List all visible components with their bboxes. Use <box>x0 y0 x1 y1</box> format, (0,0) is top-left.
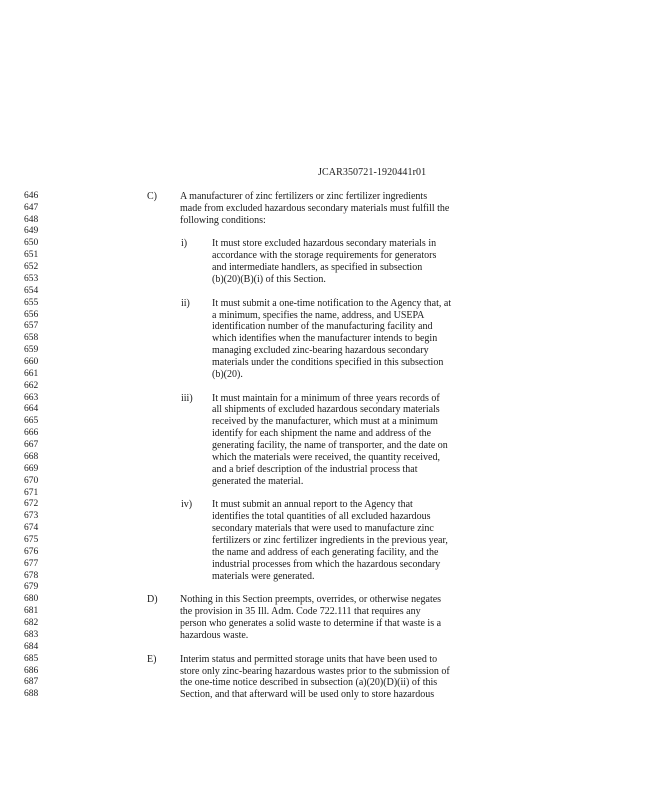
line-number: 661 <box>24 369 39 379</box>
subparagraph-text-line: received by the manufacturer, which must at a minimum <box>212 416 438 427</box>
subparagraph-text-line: It must maintain for a minimum of three years records of <box>212 393 440 404</box>
subparagraph-text-line: identification number of the manufacturing facility and <box>212 321 433 332</box>
subparagraph-marker: ii) <box>181 298 190 309</box>
subparagraph-text-line: industrial processes from which the hazardous secondary <box>212 559 441 570</box>
paragraph-text-line: the provision in 35 Ill. Adm. Code 722.111 that requires any <box>180 606 421 617</box>
line-number: 662 <box>24 381 39 391</box>
line-number: 657 <box>24 321 39 331</box>
line-number: 685 <box>24 654 39 664</box>
line-number: 654 <box>24 286 39 296</box>
subparagraph-text-line: (b)(20). <box>212 369 243 380</box>
subparagraph-text-line: generated the material. <box>212 476 304 487</box>
subparagraph-text-line: accordance with the storage requirements for generators <box>212 250 437 261</box>
subparagraph-text-line: which identifies when the manufacturer intends to begin <box>212 333 438 344</box>
line-number: 684 <box>24 642 39 652</box>
line-number: 676 <box>24 547 39 557</box>
line-number: 652 <box>24 262 39 272</box>
line-number: 677 <box>24 559 39 569</box>
line-number: 668 <box>24 452 39 462</box>
document-code-header: JCAR350721-1920441r01 <box>318 167 427 178</box>
line-number: 669 <box>24 464 39 474</box>
line-number: 688 <box>24 689 39 699</box>
subparagraph-text-line: generating facility, the name of transporter, and the date on <box>212 440 448 451</box>
subparagraph-text-line: identifies the total quantities of all excluded hazardous <box>212 511 431 522</box>
line-number: 658 <box>24 333 39 343</box>
subparagraph-text-line: It must submit an annual report to the Agency that <box>212 499 413 510</box>
line-number: 659 <box>24 345 39 355</box>
line-number: 650 <box>24 238 39 248</box>
line-number: 673 <box>24 511 39 521</box>
line-number: 686 <box>24 666 39 676</box>
line-number: 678 <box>24 571 39 581</box>
line-number: 683 <box>24 630 39 640</box>
subparagraph-text-line: which the materials were received, the quantity received, <box>212 452 440 463</box>
line-number: 675 <box>24 535 39 545</box>
subparagraph-text-line: a minimum, specifies the name, address, and USEPA <box>212 310 425 321</box>
line-number: 648 <box>24 215 39 225</box>
paragraph-marker: C) <box>147 191 157 202</box>
line-number: 660 <box>24 357 39 367</box>
line-number: 666 <box>24 428 39 438</box>
subparagraph-text-line: materials under the conditions specified in this subsection <box>212 357 444 368</box>
subparagraph-text-line: It must submit a one-time notification to the Agency that, at <box>212 298 452 309</box>
paragraph-text-line: the one-time notice described in subsection (a)(20)(D)(ii) of this <box>180 677 438 688</box>
subparagraph-marker: iv) <box>181 499 193 510</box>
line-number: 679 <box>24 582 39 592</box>
line-number: 651 <box>24 250 39 260</box>
subparagraph-text-line: managing excluded zinc-bearing hazardous secondary <box>212 345 429 356</box>
subparagraph-text-line: It must store excluded hazardous secondary materials in <box>212 238 437 249</box>
subparagraph-text-line: fertilizers or zinc fertilizer ingredients in the previous year, <box>212 535 448 546</box>
paragraph-text-line: following conditions: <box>180 215 266 226</box>
paragraph-text-line: store only zinc-bearing hazardous wastes prior to the submission of <box>180 666 450 677</box>
line-number: 681 <box>24 606 39 616</box>
line-number: 653 <box>24 274 39 284</box>
line-number: 682 <box>24 618 39 628</box>
paragraph-marker: D) <box>147 594 158 605</box>
line-number: 649 <box>24 226 39 236</box>
paragraph-text-line: Interim status and permitted storage units that have been used to <box>180 654 438 665</box>
line-number: 656 <box>24 310 39 320</box>
line-number: 663 <box>24 393 39 403</box>
subparagraph-text-line: secondary materials that were used to manufacture zinc <box>212 523 434 534</box>
paragraph-marker: E) <box>147 654 157 665</box>
subparagraph-text-line: identify for each shipment the name and address of the <box>212 428 432 439</box>
paragraph-text-line: A manufacturer of zinc fertilizers or zinc fertilizer ingredients <box>180 191 428 202</box>
subparagraph-text-line: and a brief description of the industrial process that <box>212 464 418 475</box>
subparagraph-text-line: (b)(20)(B)(i) of this Section. <box>212 274 326 285</box>
paragraph-text-line: made from excluded hazardous secondary materials must fulfill the <box>180 203 450 214</box>
line-number: 664 <box>24 404 39 414</box>
subparagraph-text-line: all shipments of excluded hazardous secondary materials <box>212 404 440 415</box>
line-number: 655 <box>24 298 39 308</box>
line-number: 687 <box>24 677 39 687</box>
paragraph-text-line: person who generates a solid waste to determine if that waste is a <box>180 618 442 629</box>
line-number: 665 <box>24 416 39 426</box>
subparagraph-text-line: materials were generated. <box>212 571 315 582</box>
line-number: 646 <box>24 191 39 201</box>
line-number: 647 <box>24 203 39 213</box>
line-number: 672 <box>24 499 39 509</box>
subparagraph-text-line: and intermediate handlers, as specified in subsection <box>212 262 423 273</box>
subparagraph-marker: i) <box>181 238 188 249</box>
line-number: 674 <box>24 523 39 533</box>
line-number: 670 <box>24 476 39 486</box>
paragraph-text-line: Nothing in this Section preempts, overrides, or otherwise negates <box>180 594 442 605</box>
paragraph-text-line: Section, and that afterward will be used only to store hazardous <box>180 689 435 700</box>
subparagraph-marker: iii) <box>181 393 193 404</box>
line-number: 680 <box>24 594 39 604</box>
line-number: 667 <box>24 440 39 450</box>
paragraph-text-line: hazardous waste. <box>180 630 249 641</box>
subparagraph-text-line: the name and address of each generating facility, and the <box>212 547 439 558</box>
line-number: 671 <box>24 488 39 498</box>
